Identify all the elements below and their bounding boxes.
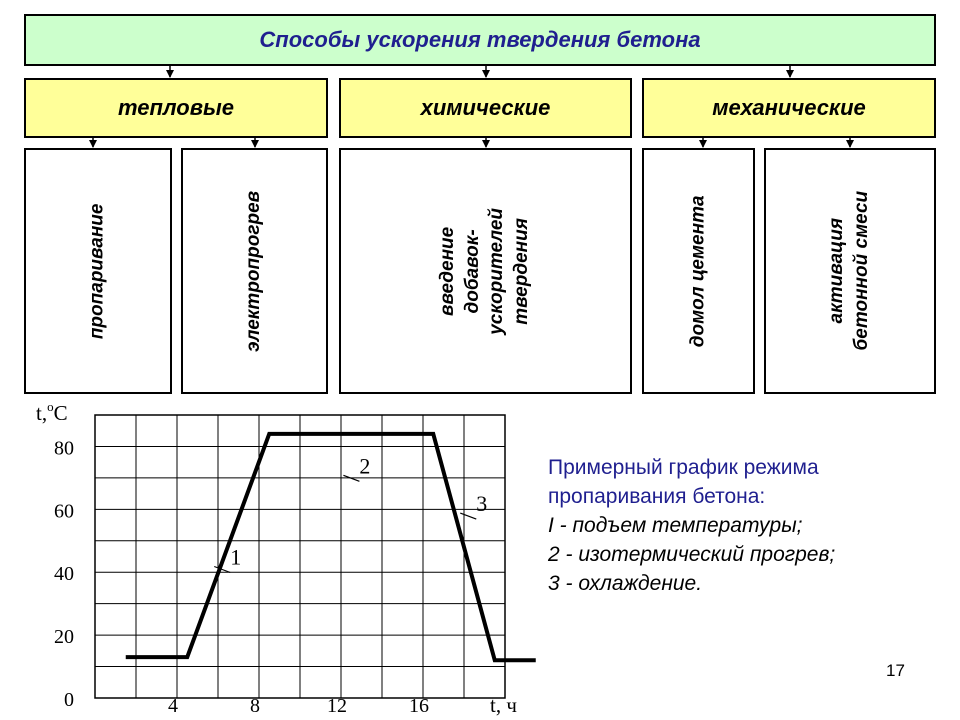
- steaming-regime-chart: [0, 400, 540, 720]
- x-tick-label: 4: [168, 695, 178, 717]
- method-label-line: добавок-: [461, 228, 483, 314]
- method-electroheating: [181, 148, 328, 394]
- x-tick-label: 16: [409, 695, 429, 717]
- x-tick-label: 12: [327, 695, 347, 717]
- y-tick-label: 40: [54, 563, 74, 586]
- method-label-line: твердения: [511, 217, 533, 325]
- curve-annotation-label: 1: [230, 544, 242, 570]
- chart-caption: [548, 453, 948, 598]
- category-chemical: химические: [339, 78, 632, 138]
- category-thermal: тепловые: [24, 78, 328, 138]
- y-tick-label: 20: [54, 626, 74, 649]
- method-label-line: бетонной смеси: [851, 191, 872, 351]
- x-tick-label: 8: [250, 695, 260, 717]
- method-accelerating-additives: [339, 148, 632, 394]
- y-tick-label: 80: [54, 437, 74, 460]
- method-label-line: домол цемента: [687, 195, 709, 347]
- method-label-line: ускорителей: [486, 207, 508, 335]
- caption-item: 2 - изотермический прогрев;: [548, 543, 836, 566]
- annotation-leader: [460, 513, 476, 519]
- method-steaming: [24, 148, 172, 394]
- diagram-title: Способы ускорения твердения бетона: [24, 14, 936, 66]
- y-tick-label: 0: [64, 689, 74, 711]
- category-mechanical: механические: [642, 78, 936, 138]
- x-axis-label: t, ч: [490, 693, 517, 717]
- y-axis-label: t,$^o$C: [36, 400, 68, 425]
- curve-annotation-label: 3: [476, 491, 488, 517]
- curve-annotation-label: 2: [359, 453, 371, 479]
- method-label-line: электропрогрев: [243, 190, 265, 352]
- method-label-line: введение: [437, 226, 459, 316]
- temperature-curve: [126, 434, 536, 660]
- caption-item: 3 - охлаждение.: [548, 572, 703, 595]
- caption-heading-line: пропаривания бетона:: [548, 485, 766, 508]
- method-label-line: пропаривание: [86, 203, 108, 339]
- method-mix-activation: [764, 148, 936, 394]
- page-number: 17: [886, 661, 905, 680]
- method-label-line: активация: [826, 218, 848, 324]
- caption-heading-line: Примерный график режима: [548, 456, 819, 479]
- caption-item: I - подъем температуры;: [548, 514, 803, 537]
- y-tick-label: 60: [54, 500, 74, 523]
- method-cement-grinding: [642, 148, 755, 394]
